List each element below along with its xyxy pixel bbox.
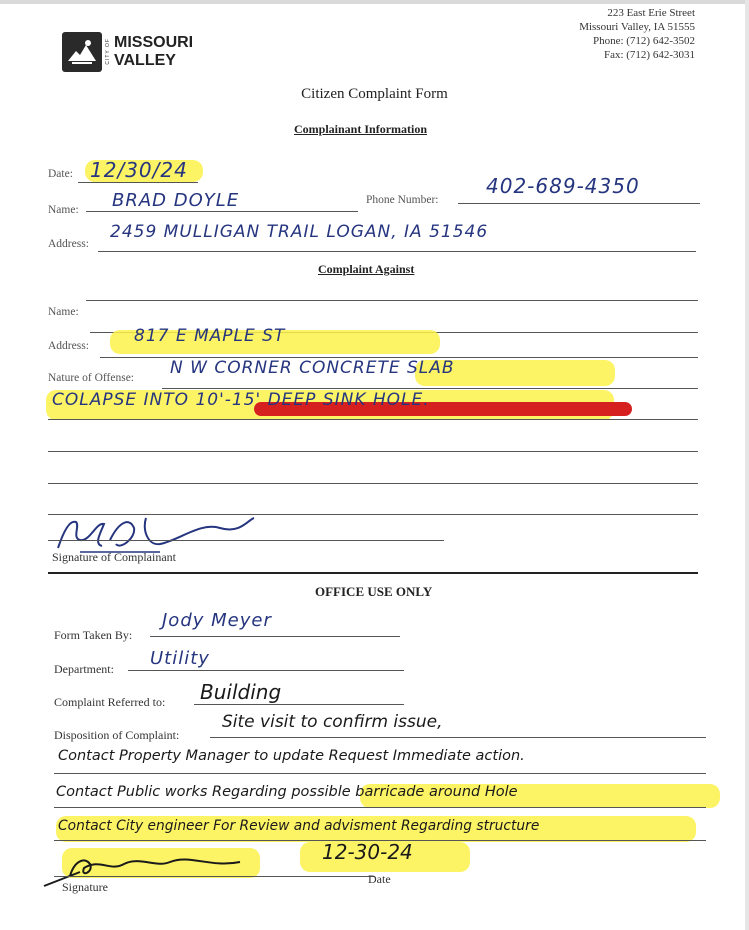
referred-label: Complaint Referred to: bbox=[54, 695, 166, 709]
disposition-line-1 bbox=[210, 737, 706, 738]
name-label: Name: bbox=[48, 204, 79, 216]
disposition-line-2 bbox=[54, 773, 706, 774]
date-label: Date: bbox=[48, 168, 73, 180]
city-address-block bbox=[579, 6, 695, 62]
offense-line-3 bbox=[48, 451, 698, 452]
name-line bbox=[86, 211, 358, 212]
referred-line bbox=[194, 704, 404, 705]
form-title: Citizen Complaint Form bbox=[301, 86, 448, 102]
date-line bbox=[78, 182, 198, 183]
address-label: Address: bbox=[48, 238, 89, 250]
logo-city-text: CITY OF bbox=[105, 38, 111, 65]
against-name-label: Name: bbox=[48, 306, 79, 318]
disposition-value-line1: Site visit to confirm issue, bbox=[222, 712, 443, 732]
department-line bbox=[128, 670, 404, 671]
logo-name-line2: VALLEY bbox=[114, 52, 176, 69]
address-line bbox=[98, 251, 696, 252]
address-value: 2459 MULLIGAN TRAIL LOGAN, IA 51546 bbox=[110, 222, 489, 242]
against-section-heading: Complaint Against bbox=[318, 262, 415, 276]
disposition-value-line2: Contact Property Manager to update Request Immediate action. bbox=[58, 748, 525, 764]
offense-line-1 bbox=[162, 388, 698, 389]
disposition-line-3 bbox=[54, 807, 706, 808]
complainant-section-heading: Complainant Information bbox=[294, 122, 428, 136]
logo-wordmark bbox=[114, 34, 193, 70]
disposition-value-line4: Contact City engineer For Review and advisment Regarding structure bbox=[58, 818, 540, 834]
address-fax: Fax: (712) 642-3031 bbox=[603, 49, 695, 61]
logo-name-line1: MISSOURI bbox=[114, 34, 194, 51]
name-value: BRAD DOYLE bbox=[112, 190, 240, 211]
logo-emblem-icon bbox=[62, 32, 102, 72]
department-label: Department: bbox=[54, 662, 114, 676]
against-address-value: 817 E MAPLE ST bbox=[134, 326, 286, 346]
page-top-border bbox=[0, 0, 749, 4]
city-logo bbox=[62, 32, 212, 74]
department-value: Utility bbox=[150, 648, 210, 669]
section-divider bbox=[48, 572, 698, 574]
taken-by-line bbox=[150, 636, 400, 637]
phone-line bbox=[458, 203, 700, 204]
office-date-label: Date bbox=[368, 872, 391, 886]
office-signature-label: Signature bbox=[62, 880, 108, 894]
offense-label: Nature of Offense: bbox=[48, 372, 135, 384]
against-name-line bbox=[86, 300, 698, 301]
date-value: 12/30/24 bbox=[90, 158, 188, 182]
page-right-border bbox=[745, 0, 749, 930]
offense-line-4 bbox=[48, 483, 698, 484]
against-address-label: Address: bbox=[48, 340, 89, 352]
office-signature-line bbox=[54, 876, 374, 877]
address-phone: Phone: (712) 642-3502 bbox=[592, 35, 695, 47]
complainant-signature-label: Signature of Complainant bbox=[52, 550, 176, 564]
complainant-signature-line bbox=[48, 540, 444, 541]
phone-label: Phone Number: bbox=[366, 194, 439, 206]
address-city: Missouri Valley, IA 51555 bbox=[579, 21, 695, 33]
taken-by-label: Form Taken By: bbox=[54, 628, 133, 642]
office-section-heading: OFFICE USE ONLY bbox=[315, 584, 433, 599]
offense-value-line2: COLAPSE INTO 10'-15' DEEP SINK HOLE. bbox=[52, 390, 430, 410]
offense-line-2 bbox=[48, 419, 698, 420]
address-street: 223 East Erie Street bbox=[607, 7, 695, 19]
referred-value: Building bbox=[200, 680, 282, 704]
disposition-label: Disposition of Complaint: bbox=[54, 728, 180, 742]
disposition-value-line3: Contact Public works Regarding possible barricade around Hole bbox=[56, 784, 518, 800]
phone-value: 402-689-4350 bbox=[486, 174, 640, 198]
offense-value-line1: N W CORNER CONCRETE SLAB bbox=[170, 358, 455, 378]
taken-by-value: Jody Meyer bbox=[162, 610, 272, 631]
office-date-value: 12-30-24 bbox=[322, 840, 413, 864]
